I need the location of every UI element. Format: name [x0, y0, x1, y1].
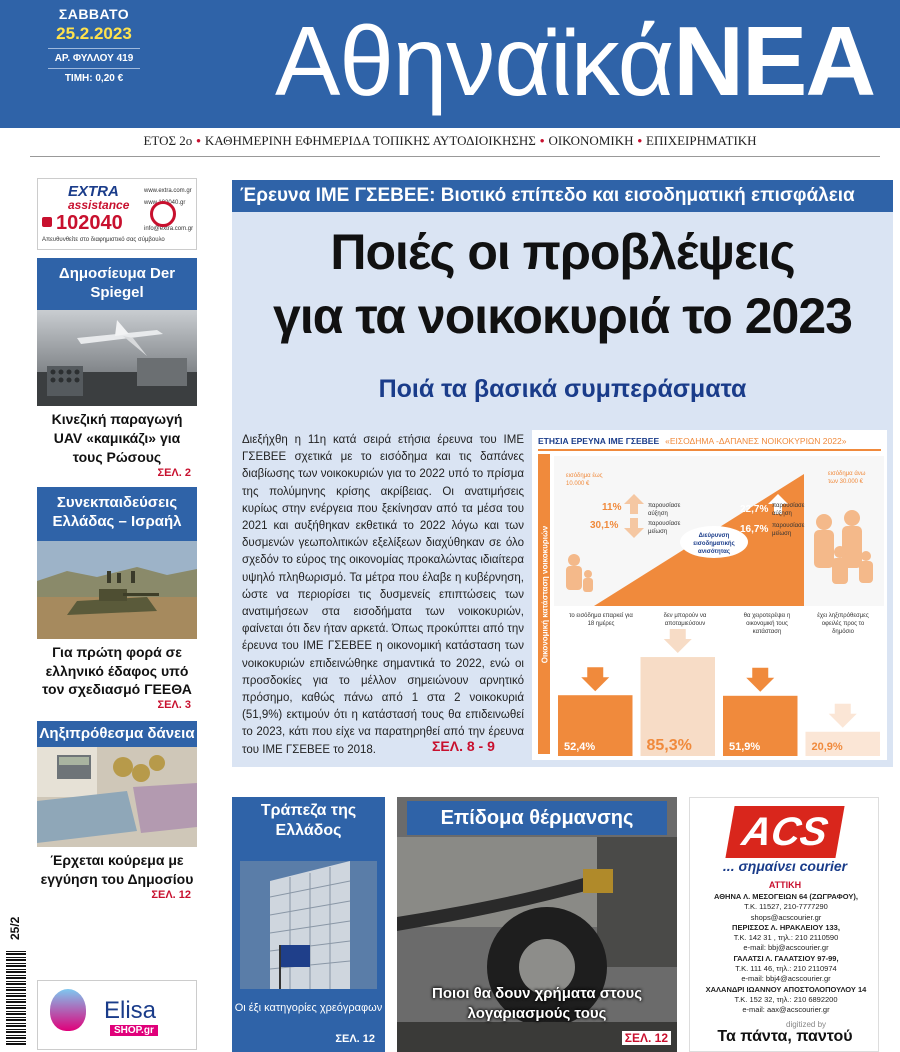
tagline-part-2: ΚΑΘΗΜΕΡΙΝΗ ΕΦΗΜΕΡΙΔΑ ΤΟΠΙΚΗΣ ΑΥΤΟΔΙΟΙΚΗΣΗΣ: [204, 133, 536, 148]
section-head-loans[interactable]: Ληξιπρόθεσμα δάνεια: [37, 721, 197, 747]
acs-line: ΠΕΡΙΣΣΟΣ Λ. ΗΡΑΚΛΕΙΟΥ 133,: [732, 922, 840, 932]
bullet-icon: •: [637, 133, 643, 148]
pct-16: 16,7%: [740, 524, 769, 535]
center-label: Διεύρυνση εισοδηματικής ανισότητας: [693, 533, 735, 555]
money-photo[interactable]: [37, 747, 197, 847]
income-low-label: εισόδημα έως 10.000 €: [566, 473, 603, 487]
acs-line: Τ.Κ. 142 31 , τηλ.: 210 2110590: [733, 933, 839, 943]
extra-sub: assistance: [68, 198, 130, 212]
logo-bold: ΝΕΑ: [673, 6, 875, 116]
page-ref-3[interactable]: ΣΕΛ. 3: [157, 698, 191, 711]
story-headline[interactable]: [232, 220, 893, 348]
extra-note: Απευθυνθείτε στο διαφημιστικό σας σύμβουλο: [42, 237, 165, 243]
acs-line: Τ.Κ. 152 32, τηλ.: 210 6892200: [734, 994, 838, 1004]
tagline-part-3: ΟΙΚΟΝΟΜΙΚΗ: [548, 133, 634, 148]
infographic: [532, 430, 887, 760]
acs-region: ΑΤΤΙΚΗ: [768, 880, 802, 890]
issue-number: ΑΡ. ΦΥΛΛΟΥ 419: [54, 53, 134, 64]
tagline: [0, 133, 900, 149]
extra-phone: 102040: [56, 212, 123, 234]
bar-label-2: δεν μπορούν να αποταμιεύσουν: [663, 613, 707, 627]
down-arrow-icon: [581, 667, 609, 691]
phone-icon: [42, 217, 52, 227]
side-label: Οικονομική κατάσταση νοικοκυριών: [540, 525, 550, 664]
bank-caption: Οι έξι κατηγορίες χρεόγραφων: [234, 1002, 383, 1014]
label-decrease-high: παρουσίασε μείωση: [772, 523, 805, 537]
acs-line: ΓΑΛΑΤΣΙ Λ. ΓΑΛΑΤΣΙΟΥ 97-99,: [733, 953, 839, 963]
section-head-spiegel[interactable]: Δημοσίευμα Der Spiegel: [37, 258, 197, 310]
left-column: [37, 178, 197, 901]
extra-assistance-ad[interactable]: [37, 178, 197, 250]
bank-title: Τράπεζα της Ελλάδος: [260, 802, 357, 839]
acs-line: Τ.Κ. 11527, 210-7777290: [744, 902, 828, 912]
acs-footer: Τα πάντα, παντού: [717, 1028, 853, 1045]
page-ref-12[interactable]: ΣΕΛ. 12: [151, 888, 191, 901]
down-arrow-icon: [829, 704, 857, 728]
acs-line[interactable]: shops@acscourier.gr: [750, 912, 822, 922]
acs-line: Τ.Κ. 111 46, τηλ.: 210 2110974: [735, 964, 837, 974]
page-ref-2[interactable]: ΣΕΛ. 2: [157, 467, 191, 479]
bank-building-photo: [240, 861, 377, 989]
drone-photo[interactable]: [37, 310, 197, 406]
heating-caption: Ποιοι θα δουν χρήματα στους λογαριασμούς τους: [431, 985, 643, 1022]
caption-loans[interactable]: Έρχεται κούρεμα με εγγύηση του Δημοσίου: [40, 851, 194, 887]
bar-label-4: έχει ληξιπρόθεσμες οφειλές προς το δημόσιο: [817, 613, 869, 635]
pct-30: 30,1%: [590, 520, 619, 531]
bank-page-ref[interactable]: ΣΕΛ. 12: [335, 1033, 375, 1045]
story-page-ref[interactable]: ΣΕΛ. 8 - 9: [432, 738, 495, 754]
pct-11: 11%: [602, 502, 622, 513]
spine-date: 25/2: [8, 916, 22, 940]
digitized-watermark: digitized by: [786, 1020, 827, 1029]
extra-logo-icon: [150, 201, 176, 227]
heating-title: Επίδομα θέρμανσης: [407, 801, 667, 835]
story-subhead: Ποιά τα βασικά συμπεράσματα: [378, 375, 747, 403]
caption-exercise[interactable]: Για πρώτη φορά σε ελληνικό έδαφος υπό τον σχεδιασμό ΓΕΕΘΑ: [42, 644, 192, 697]
bar-value-4: 20,9%: [811, 741, 843, 753]
barcode: [6, 950, 26, 1045]
bar-value-1: 52,4%: [564, 741, 596, 753]
issue-price: ΤΙΜΗ: 0,20 €: [64, 73, 124, 84]
tagline-part-1: ΕΤΟΣ 2ο: [143, 133, 193, 148]
acs-line[interactable]: e-mail: bbj@acscourier.gr: [743, 943, 829, 953]
issue-day: ΣΑΒΒΑΤΟ: [58, 6, 130, 22]
down-arrow-icon: [664, 629, 692, 653]
extra-web2: www.102040.gr: [144, 200, 186, 206]
date-divider-2: [48, 68, 140, 69]
header-rule: [30, 156, 880, 157]
elisa-shop-ad[interactable]: [37, 980, 197, 1050]
story-kicker[interactable]: Έρευνα ΙΜΕ ΓΣΕΒΕΕ: Βιοτικό επίπεδο και εισοδηματική επισφάλεια: [232, 180, 893, 212]
extra-name: EXTRA: [68, 183, 119, 200]
acs-line[interactable]: e-mail: bbj4@acscourier.gr: [741, 974, 831, 984]
acs-line: ΧΑΛΑΝΔΡΙ ΙΩΑΝΝΟΥ ΑΠΟΣΤΟΛΟΠΟΥΛΟΥ 14: [705, 984, 867, 994]
infographic-head-a: ΕΤΗΣΙΑ ΕΡΕΥΝΑ ΙΜΕ ΓΣΕΒΕΕ: [538, 436, 660, 446]
newspaper-logo[interactable]: [275, 6, 874, 116]
story-body: Διεξήχθη η 11η κατά σειρά ετήσια έρευνα του ΙΜΕ ΓΣΕΒΕΕ σχετικά με το εισόδημα και τις δαπάνες διαβίωσης των νοικοκυριών για το 2022 υπό το πρίσμα της πολύμηνης κρίσης ακρίβειας. Οι ανατιμήσεις κυρίως στην ενέργεια που ξεκίνησαν από τα μέσα του 2021 και αυξήθηκαν εκθετικά το 2022 λόγω και των δυσμενών γεωπολιτικών εξελίξεων διαχύθηκαν σε όλο σχεδόν το εύρος της οικονομίας προκαλώντας ιδιαίτερα υψηλό πληθωρισμό. Τα μέτρα που έλαβε η κυβέρνηση, ώστε να περιορίσει τις δυσμενείς επιπτώσεις των ανατιμήσεων στα εισοδήματα των νοικοκυριών, φαίνεται ότι δεν ήταν αρκετά. Όπως προκύπτει από την έρευνα του ΙΜΕ ΓΣΕΒΕΕ η οικονομική κατάσταση των νοικοκυριών επιδεινώθηκε σημαντικά το 2022, ενώ οι προσδοκίες για το μέλλον σημειώνουν αρνητικό πρόσημο, καθώς πάνω από 1 στα 2 νοικοκυριά (51,9%) εκτιμούν ότι η κατάστασή τους θα επιδεινωθεί το 2023, κάτι που είχε να παρατηρηθεί από την έρευνα του ΙΜΕ ΓΣΕΒΕΕ το 2018.: [242, 434, 524, 756]
headline-line-1: Ποιές οι προβλέψεις: [330, 224, 795, 280]
bank-of-greece-box[interactable]: [232, 797, 385, 1052]
date-box: [48, 6, 140, 84]
headline-line-2: για τα νοικοκυριά το 2023: [273, 288, 852, 344]
extra-web: www.extra.com.gr: [144, 188, 192, 194]
extra-email: info@extra.com.gr: [144, 226, 194, 232]
acs-line[interactable]: e-mail: aax@acscourier.gr: [742, 1005, 830, 1015]
bar-label-1: το εισόδημα επαρκεί για 18 ημέρες: [569, 613, 633, 627]
heating-allowance-box[interactable]: [397, 797, 677, 1052]
acs-line: ΑΘΗΝΑ Λ. ΜΕΣΟΓΕΙΩΝ 64 (ΖΩΓΡΑΦΟΥ),: [713, 892, 859, 901]
infographic-header: [538, 436, 881, 451]
date-divider: [48, 48, 140, 49]
down-arrow-icon: [746, 668, 774, 692]
acs-logo: ACS: [725, 806, 844, 858]
infographic-head-b: «ΕΙΣΟΔΗΜΑ -ΔΑΠΑΝΕΣ ΝΟΙΚΟΚΥΡΙΩΝ 2022»: [665, 436, 847, 446]
bar-value-2: 85,3%: [646, 737, 692, 754]
tagline-part-4: ΕΠΙΧΕΙΡΗΜΑΤΙΚΗ: [646, 133, 757, 148]
logo-thin: Αθηναϊκά: [275, 6, 674, 116]
pct-22: 22,7%: [740, 504, 769, 515]
caption-uav[interactable]: Κινεζική παραγωγή UAV «καμικάζι» για τους Ρώσους: [51, 411, 183, 465]
bar-value-3: 51,9%: [729, 741, 761, 753]
main-story: [232, 180, 893, 767]
issue-date: 25.2.2023: [56, 24, 132, 43]
acs-slogan: ... σημαίνει courier: [722, 858, 848, 874]
heating-page-ref[interactable]: ΣΕΛ. 12: [622, 1031, 671, 1045]
balloon-icon: [50, 989, 86, 1031]
elisa-shop: SHOP.gr: [110, 1025, 158, 1036]
acs-addresses: [696, 892, 876, 1016]
elisa-name: Elisa: [104, 997, 157, 1024]
section-head-israel[interactable]: Συνεκπαιδεύσεις Ελλάδας – Ισραήλ: [37, 487, 197, 541]
masthead: [0, 0, 900, 128]
exercise-photo[interactable]: [37, 541, 197, 639]
bullet-icon: •: [539, 133, 545, 148]
income-high-label: εισόδημα άνω των 30.000 €: [828, 471, 866, 485]
bar-label-3: θα χειροτερέψει η οικονομική τους κατάσταση: [743, 613, 791, 635]
bullet-icon: •: [196, 133, 201, 148]
label-decrease-low: παρουσίασε μείωση: [648, 521, 681, 535]
acs-courier-ad[interactable]: [689, 797, 879, 1052]
label-increase-low: παρουσίασε αύξηση: [648, 503, 681, 517]
label-increase-high: παρουσίασε αύξηση: [772, 503, 805, 517]
